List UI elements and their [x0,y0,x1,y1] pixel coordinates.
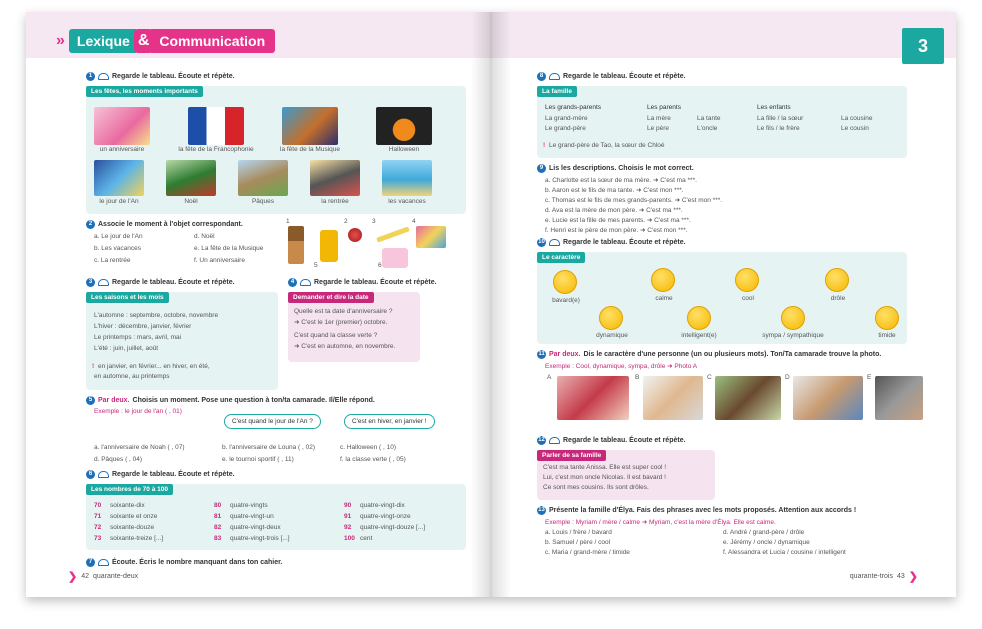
date-tag: Demander et dire la date [288,292,374,303]
exercise-number: 1 [86,72,95,81]
audio-icon[interactable] [300,279,311,286]
number-digits: 92 [344,524,352,531]
right-page [491,12,956,597]
shy-emoji-icon [875,306,899,330]
ex5-item: c. Halloween ( , 10) [340,444,396,451]
trait-label: drôle [830,295,846,302]
family-word: La grand-mère [545,115,588,122]
speech-bubble: C'est en hiver, en janvier ! [344,414,435,429]
caption: la rentrée [321,198,349,205]
ex2-item: d. Noël [194,233,215,240]
season-note: en automne, au printemps [94,373,170,380]
textbook-spread [26,12,956,597]
arrow-icon: ❯ [68,571,78,583]
numbers-tag: Les nombres de 70 à 100 [86,484,173,495]
ex5-item: f. la classe verte ( , 05) [340,456,406,463]
photo-letter: A [547,374,552,381]
date-line: C'est quand la classe verte ? [294,332,378,339]
famille-tag: La famille [537,86,577,97]
number-word: quatre-vingt-douze [...] [360,524,426,531]
ex2-item: a. Le jour de l'An [94,233,143,240]
caption: la fête de la Francophonie [178,146,254,153]
arrow-icon: ❯ [908,571,918,583]
number-word: soixante-dix [110,502,145,509]
ex5-item: a. l'anniversaire de Noah ( , 07) [94,444,185,451]
number-digits: 80 [214,502,222,509]
season-line: L'été : juin, juillet, août [94,345,159,352]
audio-icon[interactable] [549,239,560,246]
number-word: quatre-vingt-deux [230,524,281,531]
family-note: Le grand-père de Tao, la sœur de Chloé [549,142,665,149]
caption: un anniversaire [99,146,145,153]
number-digits: 73 [94,535,102,542]
number-digits: 82 [214,524,222,531]
number-digits: 100 [344,535,355,542]
speech-bubble: C'est quand le jour de l'An ? [224,414,321,429]
family-head: Les enfants [757,104,791,111]
easter-image [238,160,288,196]
family-head: Les grands-parents [545,104,602,111]
exercise-12-title: 12 Regarde le tableau. Écoute et répète. [538,437,686,444]
exercise-number: 6 [86,470,95,479]
photo-letter: E [867,374,872,381]
funny-emoji-icon [825,268,849,292]
birthday-image [94,107,150,145]
exercise-number: 12 [538,437,545,443]
unit-number: 3 [902,28,944,64]
season-note: en janvier, en février... en hiver, en été, [98,363,210,370]
exercise-5-title: 5 Par deux. Choisis un moment. Pose une question à ton/ta camarade. Il/Elle répond. [86,396,375,405]
family-word: La mère [647,115,671,122]
photo-b [643,376,703,420]
exercise-13-title: 13 Présente la famille d'Élya. Fais des phrases avec les mots proposés. Attention aux accords ! [538,507,857,514]
ex13-item: e. Jérémy / oncle / dynamique [723,539,810,546]
caption: la fête de la Musique [280,146,340,153]
family-line: Ce sont mes cousins. Ils sont drôles. [543,484,649,491]
object-label: 6 [378,262,382,269]
halloween-image [376,107,432,145]
caption: Pâques [251,198,275,205]
ex9-item: a. Charlotte est la sœur de ma mère. ➜ C'est ma ***. [545,177,697,184]
audio-icon[interactable] [549,73,560,80]
number-word: quatre-vingt-dix [360,502,405,509]
number-digits: 81 [214,513,222,520]
caption: Halloween [388,146,420,153]
ex9-item: b. Aaron est le fils de ma tante. ➜ C'est mon ***. [545,187,684,194]
family-word: Le fils / le frère [757,125,800,132]
object-label: 2 [344,218,348,225]
photo-letter: C [707,374,712,381]
exercise-number: 5 [86,396,95,405]
bauble-image [348,228,362,242]
exercise-number: 13 [538,507,545,513]
caption: Noël [184,198,198,205]
ex13-item: c. Maria / grand-mère / timide [545,549,630,556]
page-words: quarante-trois [849,573,893,580]
francophonie-image [188,107,244,145]
season-line: L'automne : septembre, octobre, novembre [94,312,219,319]
number-digits: 70 [94,502,102,509]
right-header-band [491,12,956,58]
ex13-item: f. Alessandra et Lucia / cousine / intelligent [723,549,846,556]
ex13-item: d. André / grand-père / drôle [723,529,805,536]
caractere-tag: Le caractère [537,252,585,263]
exercise-number: 4 [288,278,297,287]
trait-label: bavard(e) [552,297,580,304]
exercise-number: 10 [538,239,545,245]
photo-e [875,376,923,420]
header-lexique: Lexique [69,29,136,53]
number-word: soixante-treize [...] [110,535,164,542]
audio-icon[interactable] [98,73,109,80]
audio-icon[interactable] [549,437,560,444]
note-mark: ! [92,363,95,370]
exercise-4-title: 4 Regarde le tableau. Écoute et répète. [288,278,437,287]
number-word: cent [360,535,373,542]
note-mark: ! [543,142,546,149]
exercise-2-title: 2 Associe le moment à l'objet correspondant. [86,220,243,229]
number-digits: 71 [94,513,102,520]
exercise-number: 11 [538,351,545,357]
exercise-7-title: 7 Écoute. Écris le nombre manquant dans ton cahier. [86,558,282,567]
number-digits: 90 [344,502,352,509]
exercise-6-title: 6 Regarde le tableau. Écoute et répète. [86,470,235,479]
family-word: Le cousin [841,125,869,132]
left-footer [68,570,138,583]
ruler-image [376,226,410,242]
ex9-item: c. Thomas est le fils de mes grands-parents. ➜ C'est mon ***. [545,197,723,204]
ex2-item: c. La rentrée [94,257,131,264]
family-word: La tante [697,115,721,122]
talkative-emoji-icon [553,270,577,294]
number-word: quatre-vingts [230,502,268,509]
suitcase-image [320,230,338,262]
number-word: quatre-vingt-un [230,513,274,520]
parler-famille-tag: Parler de sa famille [537,450,606,461]
new-year-image [94,160,144,196]
ex13-item: a. Louis / frère / bavard [545,529,612,536]
saisons-tag: Les saisons et les mois [86,292,169,303]
ex2-item: b. Les vacances [94,245,141,252]
number-word: soixante-douze [110,524,155,531]
number-digits: 72 [94,524,102,531]
exercise-8-title: 8 Regarde le tableau. Écoute et répète. [537,72,686,81]
ex9-item: d. Ava est la mère de mon père. ➜ C'est ma ***. [545,207,683,214]
exercise-number: 2 [86,220,95,229]
ex2-item: f. Un anniversaire [194,257,245,264]
music-image [282,107,338,145]
exercise-11-title: 11 Par deux. Dis le caractère d'une personne (un ou plusieurs mots). Ton/Ta camarade trouve la photo. [538,351,882,358]
fetes-tag: Les fêtes, les moments importants [86,86,203,97]
ex13-example: Exemple : Myriam / mère / calme ➜ Myriam, c'est la mère d'Élya. Elle est calme. [545,519,776,526]
ex5-example: Exemple : le jour de l'an ( , 01) [94,408,182,415]
date-line: Quelle est ta date d'anniversaire ? [294,308,393,315]
family-line: C'est ma tante Anissa. Elle est super cool ! [543,464,666,471]
page-words: quarante-deux [93,573,139,580]
family-word: Le père [647,125,670,132]
exercise-number: 8 [537,72,546,81]
exercise-9-title: 9 Lis les descriptions. Choisis le mot correct. [537,164,694,173]
date-line: ➜ C'est en automne, en novembre. [294,343,396,350]
friendly-emoji-icon [781,306,805,330]
ex9-item: e. Lucie est la fille de mes parents. ➜ C'est ma ***. [545,217,691,224]
chevron-icon: » [56,32,65,49]
trait-label: timide [878,332,896,339]
number-word: quatre-vingt-onze [360,513,411,520]
number-word: soixante et onze [110,513,158,520]
exercise-number: 3 [86,278,95,287]
photo-d [793,376,863,420]
calm-emoji-icon [651,268,675,292]
page-number: 42 [81,573,90,580]
photo-letter: B [635,374,640,381]
caption: les vacances [388,198,426,205]
guitar-image [288,226,304,264]
audio-icon[interactable] [98,471,109,478]
season-line: L'hiver : décembre, janvier, février [94,323,192,330]
family-line: Lui, c'est mon oncle Nicolas. Il est bavard ! [543,474,666,481]
audio-icon[interactable] [98,279,109,286]
family-word: La cousine [841,115,873,122]
trait-label: cool [742,295,754,302]
audio-icon[interactable] [98,559,109,566]
left-page [26,12,491,597]
object-label: 4 [412,218,416,225]
family-word: L'oncle [697,125,718,132]
ex5-item: e. le tournoi sportif ( , 11) [222,456,294,463]
number-digits: 83 [214,535,222,542]
object-label: 3 [372,218,376,225]
trait-label: sympa / sympathique [762,332,824,339]
trait-label: calme [655,295,673,302]
header-communication: Communication [151,29,275,53]
exercise-1-title: 1 Regarde le tableau. Écoute et répète. [86,72,235,81]
cool-emoji-icon [735,268,759,292]
photo-c [715,376,781,420]
back-to-school-image [310,160,360,196]
trait-label: dynamique [596,332,628,339]
holidays-image [382,160,432,196]
object-label: 1 [286,218,290,225]
intelligent-emoji-icon [687,306,711,330]
family-word: La fille / la sœur [757,115,804,122]
number-word: quatre-vingt-trois [...] [230,535,290,542]
trait-label: intelligent(e) [681,332,717,339]
ex2-item: e. La fête de la Musique [194,245,264,252]
exercise-number: 9 [537,164,546,173]
caption: le jour de l'An [99,198,139,205]
section-header [56,28,275,54]
ex11-example: Exemple : Cool, dynamique, sympa, drôle ➜ Photo A [545,363,698,370]
ex9-item: f. Henri est le père de mon père. ➜ C'est mon ***. [545,227,688,234]
header-ampersand: & [134,29,154,53]
right-footer [850,570,918,583]
exercise-10-title: 10 Regarde le tableau. Écoute et répète. [538,239,686,246]
object-label: 5 [314,262,318,269]
family-head: Les parents [647,104,681,111]
ex5-item: d. Pâques ( , 04) [94,456,143,463]
exercise-3-title: 3 Regarde le tableau. Écoute et répète. [86,278,235,287]
christmas-image [166,160,216,196]
page-number: 43 [896,573,905,580]
dynamic-emoji-icon [599,306,623,330]
exercise-number: 7 [86,558,95,567]
ex5-item: b. l'anniversaire de Louna ( , 02) [222,444,316,451]
confetti-image [416,226,446,248]
book-gutter [471,12,511,597]
photo-a [557,376,629,420]
date-line: ➜ C'est le 1er (premier) octobre. [294,319,388,326]
family-word: Le grand-père [545,125,586,132]
birthday-candles-image [382,248,408,268]
season-line: Le printemps : mars, avril, mai [94,334,182,341]
ex13-item: b. Samuel / père / cool [545,539,611,546]
photo-letter: D [785,374,790,381]
number-digits: 91 [344,513,352,520]
